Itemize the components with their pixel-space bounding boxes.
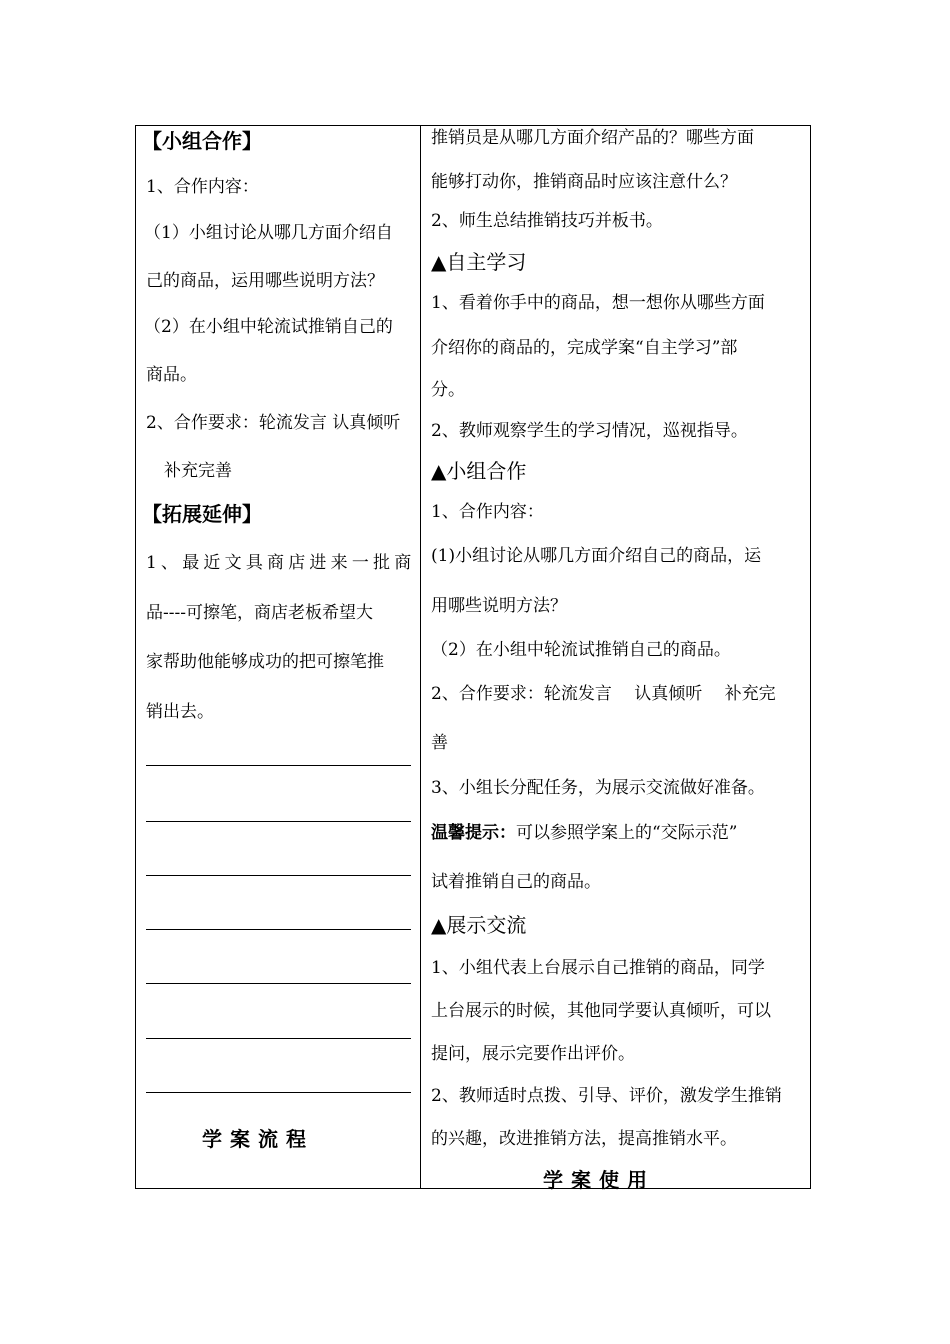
coop-requirement-line1: 2、合作要求：轮流发言 认真倾听 — [146, 413, 401, 433]
warm-tip-text: 可以参照学案上的“交际示范” — [516, 823, 738, 843]
warm-tip — [431, 821, 737, 845]
answer-line — [146, 765, 411, 766]
footer-study-use: 学案使用 — [543, 1168, 655, 1192]
intro-line2: 能够打动你，推销商品时应该注意什么？ — [431, 172, 737, 192]
heading-group-work: ▲小组合作 — [431, 459, 527, 483]
extension-line1: 1、最近文具商店进来一批商 — [146, 553, 416, 573]
group-leader-task: 3、小组长分配任务，为展示交流做好准备。 — [431, 778, 765, 798]
warm-tip-label: 温馨提示： — [431, 823, 516, 843]
group-item2: （2）在小组中轮流试推销自己的商品。 — [431, 640, 731, 660]
coop-content-label: 1、合作内容： — [146, 177, 259, 197]
summary-line: 2、师生总结推销技巧并板书。 — [431, 211, 663, 231]
self-study-line1: 1、看着你手中的商品，想一想你从哪些方面 — [431, 293, 765, 313]
self-study-line4: 2、教师观察学生的学习情况，巡视指导。 — [431, 421, 748, 441]
presentation-line3: 提问，展示完要作出评价。 — [431, 1044, 635, 1064]
group-item1-line2: 用哪些说明方法？ — [431, 596, 567, 616]
heading-group-cooperation: 【小组合作】 — [142, 129, 262, 153]
coop-item1-line1: （1）小组讨论从哪几方面介绍自 — [144, 223, 393, 243]
group-requirement-line1: 2、合作要求：轮流发言 认真倾听 补充完 — [431, 684, 776, 704]
extension-line4: 销出去。 — [146, 702, 214, 722]
coop-item1-line2: 己的商品，运用哪些说明方法？ — [146, 271, 384, 291]
group-content-label: 1、合作内容： — [431, 502, 544, 522]
footer-study-process: 学案流程 — [202, 1127, 314, 1151]
coop-item2-line1: （2）在小组中轮流试推销自己的 — [144, 317, 393, 337]
self-study-line3: 分。 — [431, 380, 465, 400]
coop-requirement-line2: 补充完善 — [164, 461, 232, 481]
presentation-line4: 2、教师适时点拨、引导、评价，激发学生推销 — [431, 1086, 782, 1106]
answer-line — [146, 821, 411, 822]
answer-line — [146, 1092, 411, 1093]
right-column — [421, 126, 810, 1192]
answer-line — [146, 1038, 411, 1039]
extension-line3: 家帮助他能够成功的把可擦笔推 — [146, 652, 384, 672]
answer-line — [146, 875, 411, 876]
heading-presentation: ▲展示交流 — [431, 913, 527, 937]
group-requirement-line2: 善 — [431, 733, 448, 753]
intro-line1: 推销员是从哪几方面介绍产品的？哪些方面 — [431, 128, 754, 148]
group-item1-line1: (1)小组讨论从哪几方面介绍自己的商品，运 — [431, 546, 762, 566]
presentation-line5: 的兴趣，改进推销方法，提高推销水平。 — [431, 1129, 737, 1149]
coop-item2-line2: 商品。 — [146, 365, 197, 385]
heading-self-study: ▲自主学习 — [431, 250, 527, 274]
presentation-line2: 上台展示的时候，其他同学要认真倾听，可以 — [431, 1001, 771, 1021]
self-study-line2: 介绍你的商品的，完成学案“自主学习”部 — [431, 338, 738, 358]
answer-line — [146, 983, 411, 984]
lesson-table — [135, 125, 811, 1192]
answer-line — [146, 929, 411, 930]
presentation-line1: 1、小组代表上台展示自己推销的商品，同学 — [431, 958, 765, 978]
extension-line2: 品----可擦笔，商店老板希望大 — [146, 603, 373, 623]
heading-extension: 【拓展延伸】 — [142, 502, 262, 526]
warm-tip-line2: 试着推销自己的商品。 — [431, 872, 601, 892]
left-column — [136, 126, 420, 1188]
